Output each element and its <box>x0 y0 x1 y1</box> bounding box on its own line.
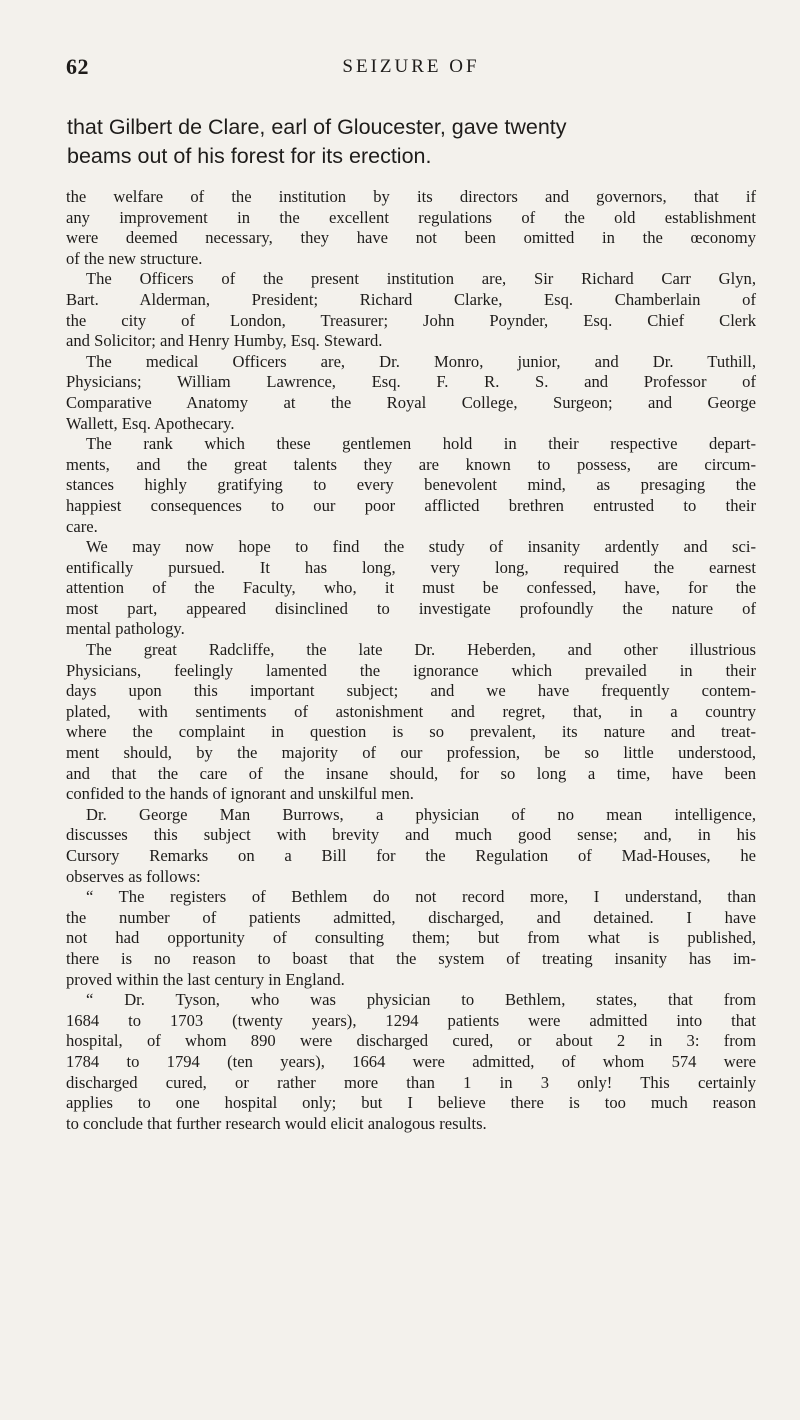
text-line: The Officers of the present institution are, Sir Richard Carr Glyn, <box>86 269 756 289</box>
text-line: proved within the last century in England. <box>66 969 345 989</box>
text-line: Bart. Alderman, President; Richard Clarke, Esq. Chamberlain of <box>66 289 756 309</box>
text-line: any improvement in the excellent regulations of the old establishment <box>66 207 756 227</box>
text-line: We may now hope to find the study of insanity ardently and sci- <box>86 537 756 557</box>
text-line: the city of London, Treasurer; John Poynder, Esq. Chief Clerk <box>66 310 756 330</box>
text-line: confided to the hands of ignorant and unskilful men. <box>66 784 414 804</box>
text-line: of the new structure. <box>66 248 203 268</box>
text-line: Physicians, feelingly lamented the ignorance which prevailed in their <box>66 660 756 680</box>
text-line: The rank which these gentlemen hold in their respective depart- <box>86 434 756 454</box>
text-line: 1784 to 1794 (ten years), 1664 were admitted, of whom 574 were <box>66 1051 756 1071</box>
text-line: beams out of his forest for its erection. <box>67 144 432 168</box>
text-line: plated, with sentiments of astonishment and regret, that, in a country <box>66 701 756 721</box>
text-line: were deemed necessary, they have not been omitted in the œconomy <box>66 228 756 248</box>
text-line: where the complaint in question is so prevalent, its nature and treat- <box>66 722 756 742</box>
text-line: The great Radcliffe, the late Dr. Heberden, and other illustrious <box>86 640 756 660</box>
text-line: not had opportunity of consulting them; but from what is published, <box>66 928 756 948</box>
text-line: observes as follows: <box>66 866 201 886</box>
text-line: Cursory Remarks on a Bill for the Regulation of Mad-Houses, he <box>66 846 756 865</box>
text-line: “ Dr. Tyson, who was physician to Bethlem, states, that from <box>86 990 756 1010</box>
text-line: Wallett, Esq. Apothecary. <box>66 413 235 433</box>
text-line: that Gilbert de Clare, earl of Gloucester, gave twenty <box>67 115 567 139</box>
text-line: and Solicitor; and Henry Humby, Esq. Steward. <box>66 331 383 351</box>
text-line: ments, and the great talents they are known to possess, are circum- <box>66 454 756 474</box>
text-line: most part, appeared disinclined to investigate profoundly the nature of <box>66 598 756 618</box>
text-line: Physicians; William Lawrence, Esq. F. R. S. and Professor of <box>66 372 756 392</box>
text-line: there is no reason to boast that the system of treating insanity has im- <box>66 948 756 968</box>
text-line: attention of the Faculty, who, it must be confessed, have, for the <box>66 578 756 598</box>
running-title: SEIZURE OF <box>342 56 480 77</box>
text-line: discusses this subject with brevity and much good sense; and, in his <box>66 825 756 845</box>
text-line: discharged cured, or rather more than 1 in 3 only! This certainly <box>66 1072 756 1092</box>
text-line: hospital, of whom 890 were discharged cured, or about 2 in 3: from <box>66 1031 756 1051</box>
text-line: stances highly gratifying to every benevolent mind, as presaging the <box>66 475 756 495</box>
text-line: care. <box>66 516 98 536</box>
text-line: 1684 to 1703 (twenty years), 1294 patients were admitted into that <box>66 1010 756 1030</box>
running-head <box>66 54 756 84</box>
text-line: entifically pursued. It has long, very long, required the earnest <box>66 557 756 577</box>
body-text <box>66 187 756 1134</box>
text-line: applies to one hospital only; but I believe there is too much reason <box>66 1093 756 1113</box>
text-line: Dr. George Man Burrows, a physician of no mean intelligence, <box>86 804 756 824</box>
text-line: the number of patients admitted, discharged, and detained. I have <box>66 907 756 927</box>
text-line: mental pathology. <box>66 619 185 639</box>
text-line: “ The registers of Bethlem do not record more, I understand, than <box>86 887 756 907</box>
opening-paragraph <box>67 113 753 171</box>
text-line: and that the care of the insane should, for so long a time, have been <box>66 763 756 783</box>
text-line: ment should, by the majority of our profession, be so little understood, <box>66 743 756 763</box>
text-line: to conclude that further research would elicit analogous results. <box>66 1113 487 1133</box>
text-line: happiest consequences to our poor afflicted brethren entrusted to their <box>66 495 756 515</box>
text-line: The medical Officers are, Dr. Monro, junior, and Dr. Tuthill, <box>86 351 756 371</box>
text-line: days upon this important subject; and we have frequently contem- <box>66 681 756 701</box>
text-line: Comparative Anatomy at the Royal College, Surgeon; and George <box>66 392 756 412</box>
page-number: 62 <box>66 54 89 79</box>
text-line: the welfare of the institution by its directors and governors, that if <box>66 187 756 206</box>
